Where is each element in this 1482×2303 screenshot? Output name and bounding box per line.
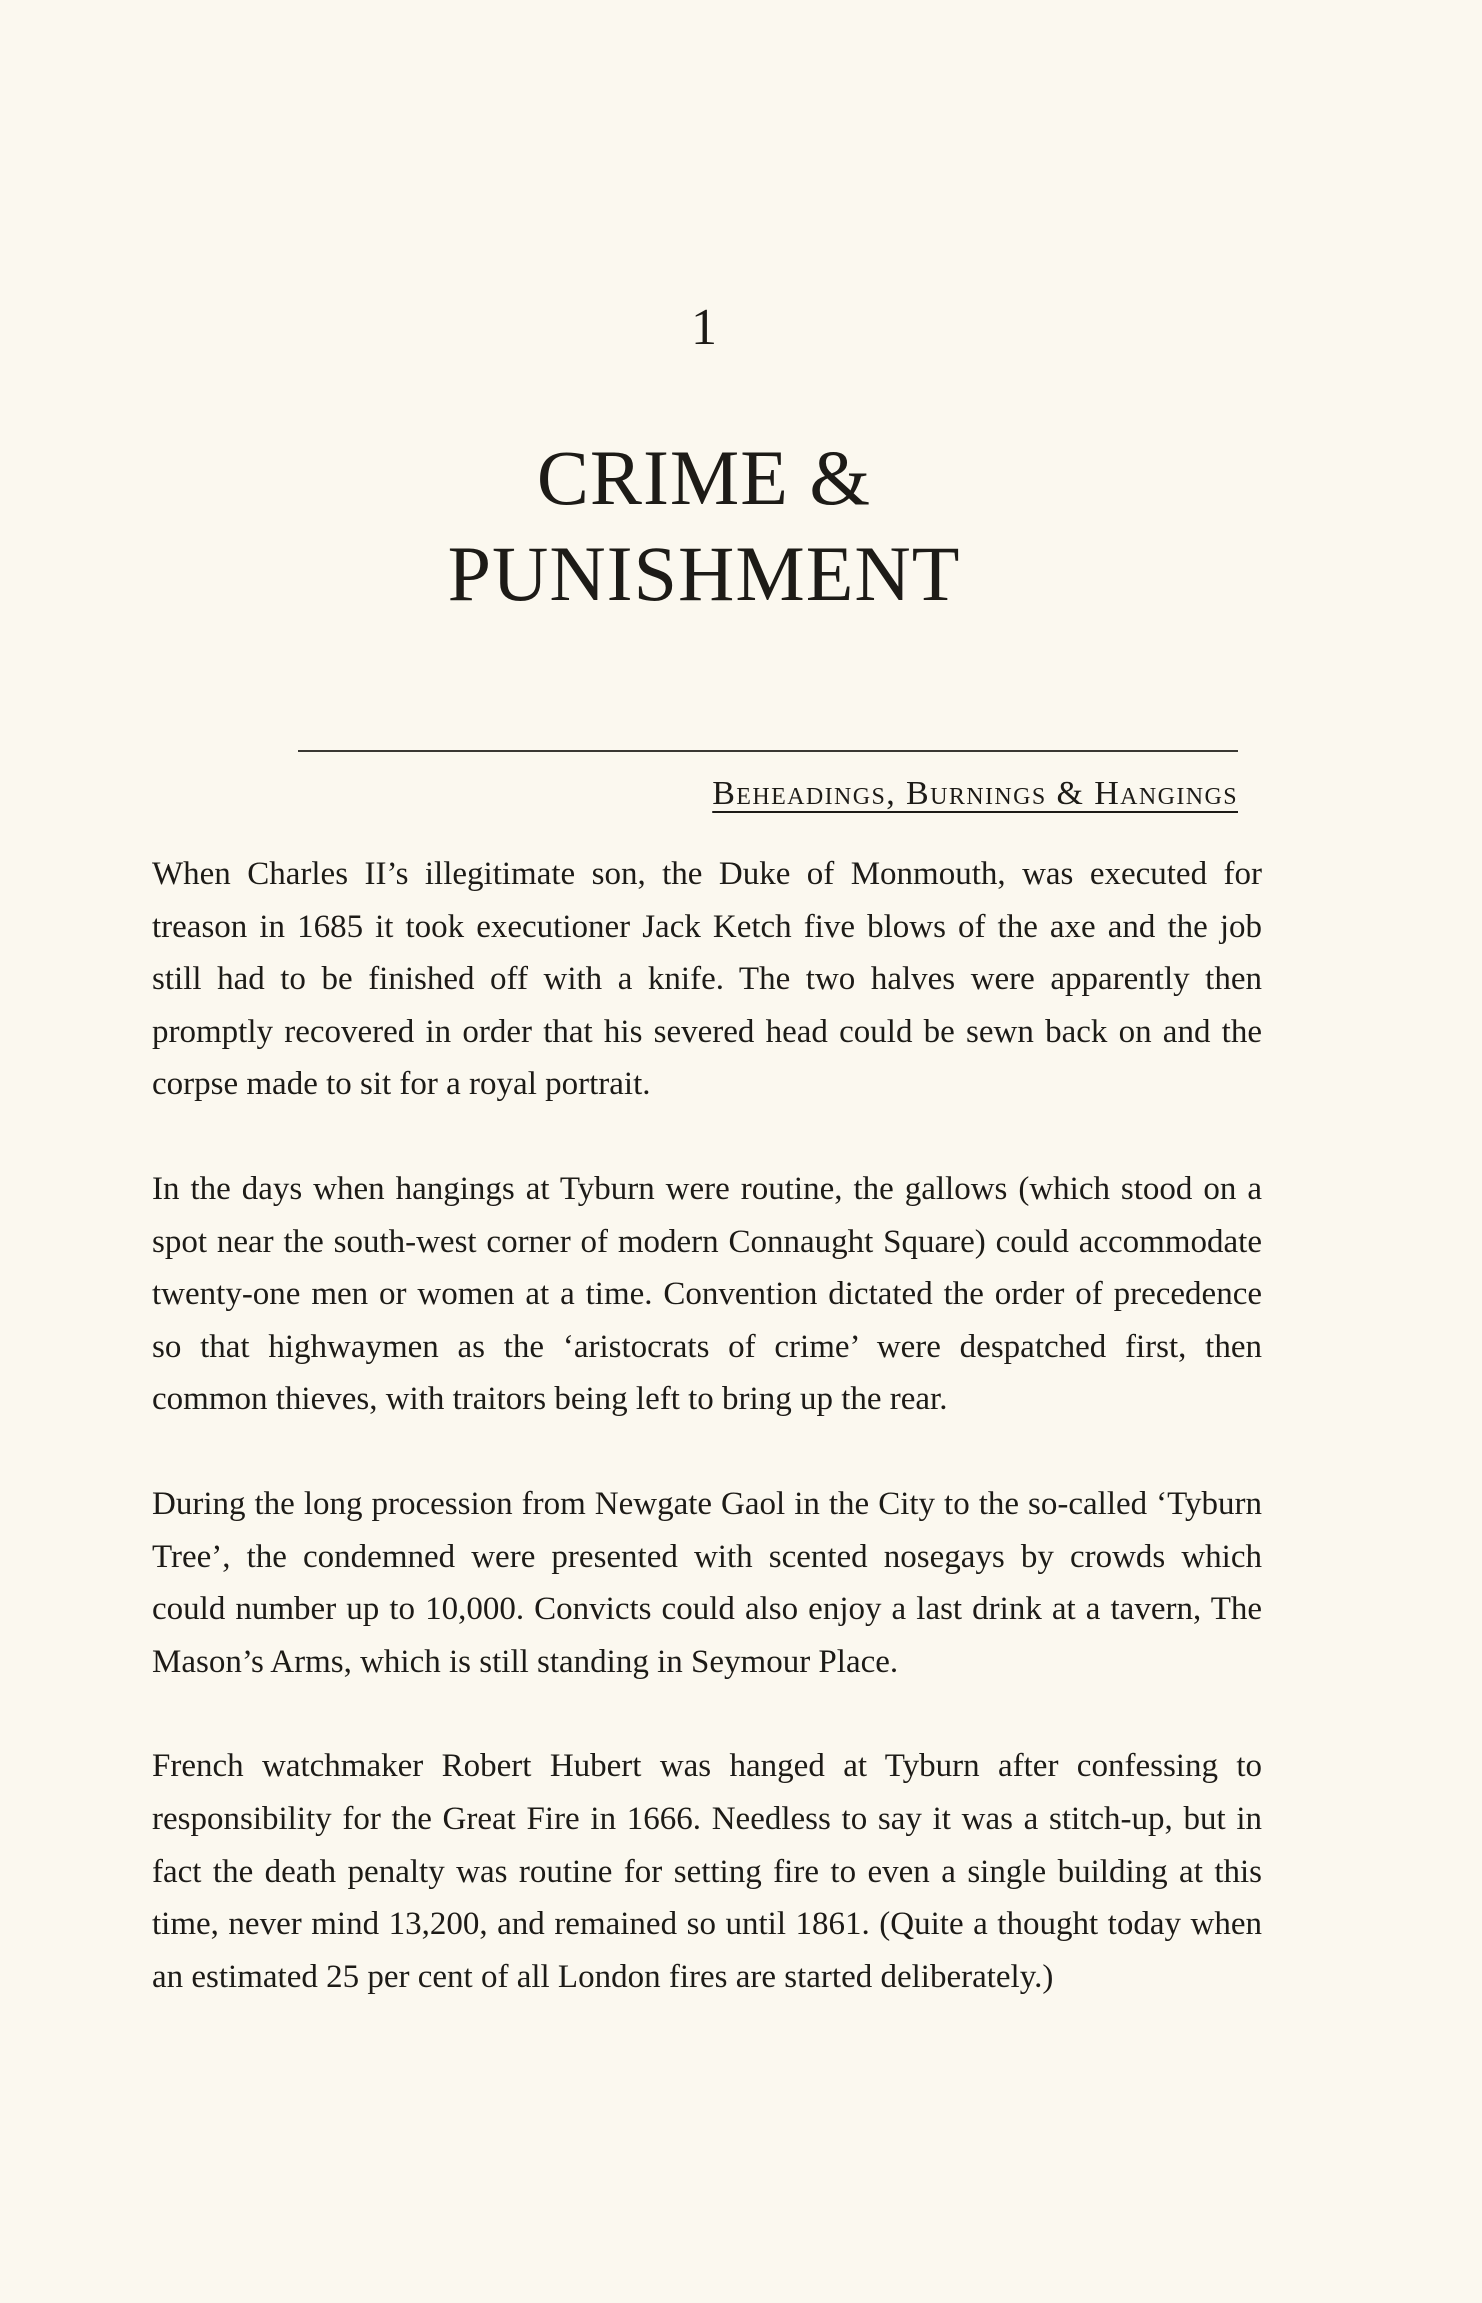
paragraph-procession: During the long procession from Newgate Gaol in the City to the so-called ‘Tyburn Tree’, the condemned were presented with scented nosegays by crowds which could number up to 10,000. Convicts could also enjoy a last drink at a tavern, The Mason’s Arms, which is still standing in Seymour Place. — [152, 1485, 1262, 1680]
section-divider — [298, 750, 1238, 752]
chapter-title-line-2: PUNISHMENT — [447, 530, 961, 617]
section-heading: Beheadings, Burnings & Hangings — [712, 775, 1238, 812]
chapter-title-line-1: CRIME & — [536, 434, 872, 521]
chapter-title — [0, 430, 1408, 622]
body-text — [152, 848, 1262, 2055]
paragraph-robert-hubert: French watchmaker Robert Hubert was hanged at Tyburn after confessing to responsibility for the Great Fire in 1666. Needless to say it was a stitch-up, but in fact the death penalty was routine for setting fire to even a single building at this time, never mind 13,200, and remained so until 1861. (Quite a thought today when an estimated 25 per cent of all London fires are started deliberately.) — [152, 1748, 1262, 1995]
chapter-number: 1 — [691, 299, 717, 356]
paragraph-tyburn-gallows: In the days when hangings at Tyburn were routine, the gallows (which stood on a spot near the south-west corner of modern Connaught Square) could accommodate twenty-one men or women at a time. Convention dictated the order of precedence so that highwaymen as the ‘aristocrats of crime’ were despatched first, then common thieves, with traitors being left to bring up the rear. — [152, 1170, 1262, 1418]
paragraph-monmouth: When Charles II’s illegitimate son, the Duke of Monmouth, was executed for treason in 1685 it took executioner Jack Ketch five blows of the axe and the job still had to be finished off with a knife. The two halves were apparently then promptly recovered in order that his severed head could be sewn back on and the corpse made to sit for a royal portrait. — [152, 856, 1262, 1103]
